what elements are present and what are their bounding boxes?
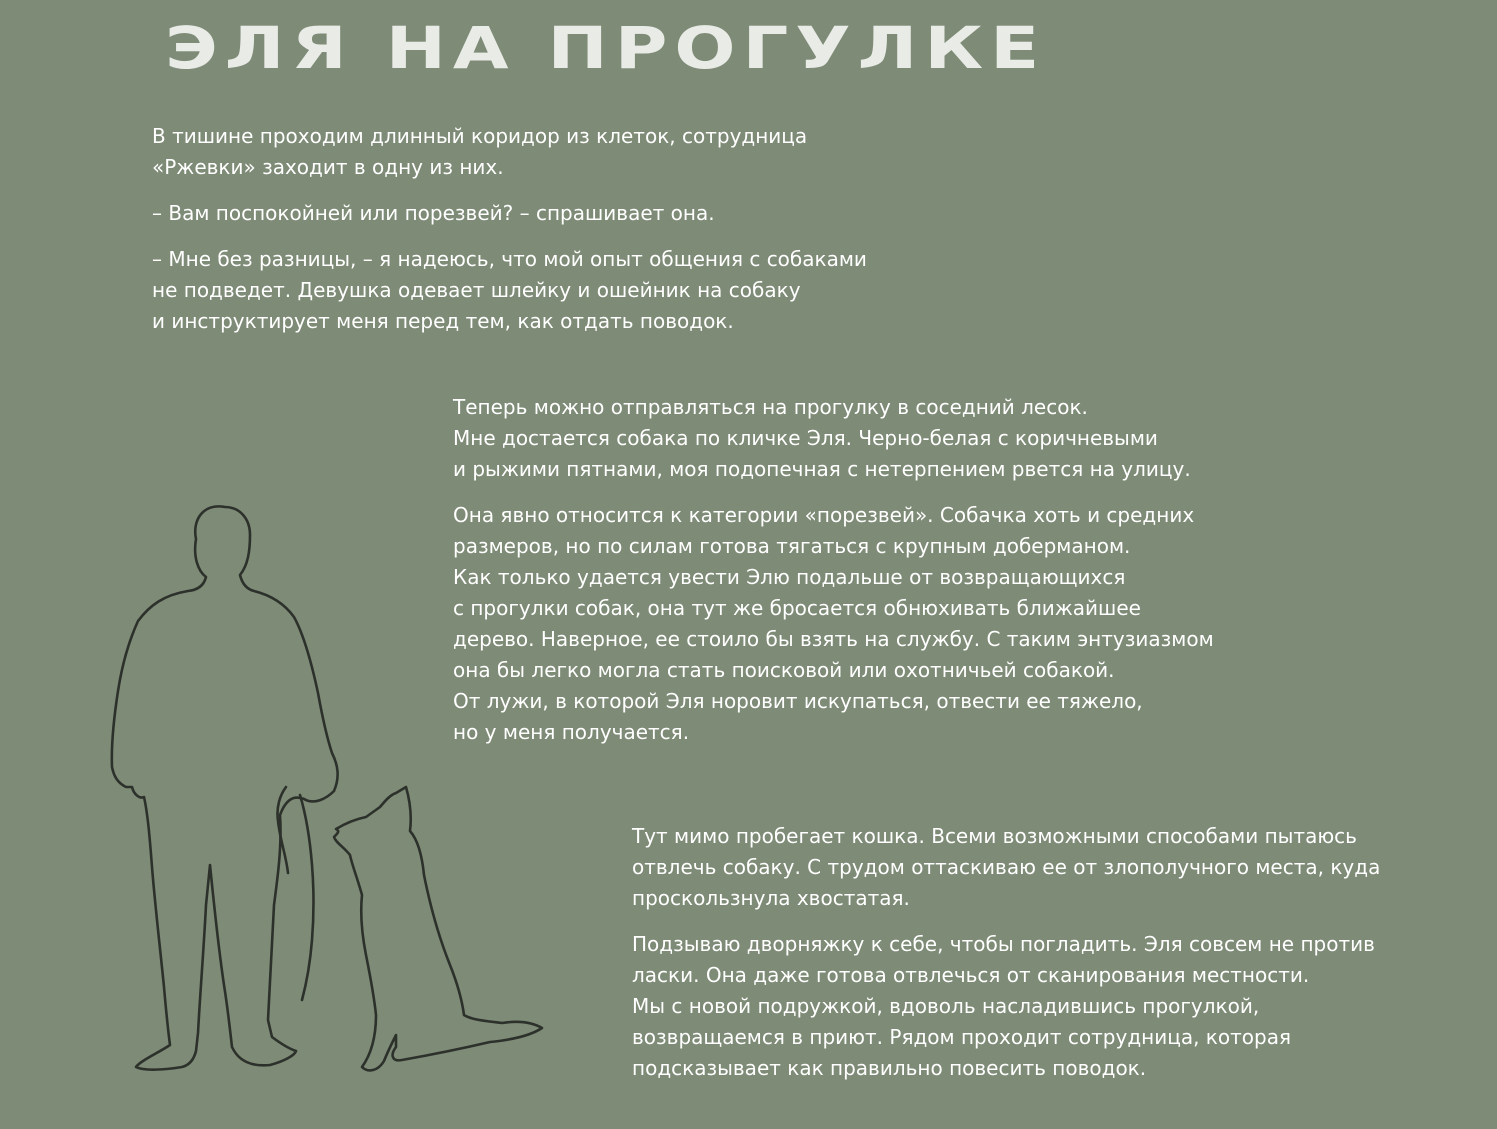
cat-paragraph-2: Подзываю дворняжку к себе, чтобы погладить. Эля совсем не против ласки. Она даже готова отвлечься от сканирования местности. Мы с новой подружкой, вдоволь насладившись прогулкой, возвращаемся в приют. Рядом проходит сотрудница, которая подсказывает как правильно повесить поводок. bbox=[632, 932, 1375, 1080]
intro-paragraph-2: – Вам поспокойней или порезвей? – спрашивает она. bbox=[152, 201, 715, 225]
leash-icon bbox=[277, 787, 313, 1000]
page-title: ЭЛЯ НА ПРОГУЛКЕ bbox=[165, 14, 1047, 83]
cat-text-block bbox=[632, 821, 1412, 1084]
cat-paragraph-1: Тут мимо пробегает кошка. Всеми возможными способами пытаюсь отвлечь собаку. С трудом оттаскиваю ее от злополучного места, куда проскользнула хвостатая. bbox=[632, 824, 1381, 910]
walk-paragraph-2: Она явно относится к категории «порезвей». Собачка хоть и средних размеров, но по силам готова тягаться с крупным доберманом. Как только удается увести Элю подальше от возвращающихся с прогулки собак, она тут же бросается обнюхивать ближайшее дерево. Наверное, ее стоило бы взять на службу. С таким энтузиазмом она бы легко могла стать поисковой или охотничьей собакой. От лужи, в которой Эля норовит искупаться, отвести ее тяжело, но у меня получается. bbox=[453, 503, 1214, 744]
intro-paragraph-1: В тишине проходим длинный коридор из клеток, сотрудница «Ржевки» заходит в одну из них. bbox=[152, 124, 808, 179]
man-and-dog-outline-illustration bbox=[100, 495, 550, 1085]
intro-paragraph-3: – Мне без разницы, – я надеюсь, что мой опыт общения с собаками не подведет. Девушка одевает шлейку и ошейник на собаку и инструктирует меня перед тем, как отдать поводок. bbox=[152, 247, 867, 333]
intro-text-block bbox=[152, 121, 912, 337]
walk-paragraph-1: Теперь можно отправляться на прогулку в соседний лесок. Мне достается собака по кличке Эля. Черно-белая с коричневыми и рыжими пятнами, моя подопечная с нетерпением рвется на улицу. bbox=[453, 395, 1191, 481]
walk-text-block bbox=[453, 392, 1233, 748]
dog-outline-icon bbox=[334, 787, 542, 1070]
person-outline-icon bbox=[112, 506, 338, 1069]
